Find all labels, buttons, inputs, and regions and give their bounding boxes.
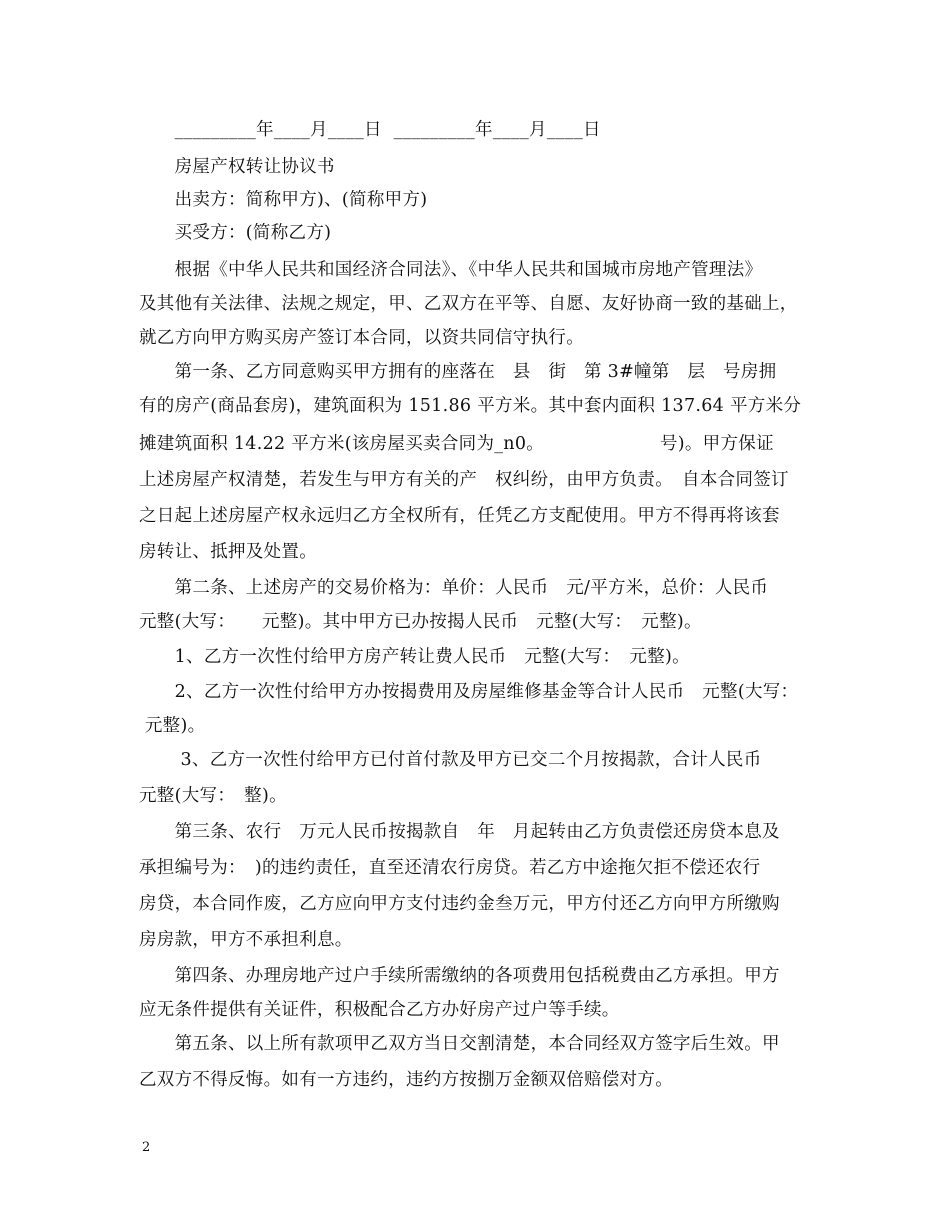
article-3-line: 房贷，本合同作废，乙方应向甲方支付违约金叁万元，甲方付还乙方向甲方所缴购: [139, 894, 780, 914]
date-line: _________年____月____日 _________年____月____日: [139, 120, 601, 140]
article-1-line: 摊建筑面积 14.22 平方米(该房屋买卖合同为_n0。 号)。甲方保证: [139, 434, 774, 454]
document-title: 房屋产权转让协议书: [139, 157, 335, 177]
article-2-item-3: 3、乙方一次性付给甲方已付首付款及甲方已交二个月按揭款，合计人民币: [139, 750, 762, 770]
article-2-line: 第二条、上述房产的交易价格为：单价：人民币 元/平方米，总价：人民币: [139, 578, 769, 598]
article-2-line: 元整(大写： 元整)。其中甲方已办按揭人民币 元整(大写： 元整)。: [139, 612, 702, 632]
preamble-line: 及其他有关法律、法规之规定，甲、乙双方在平等、自愿、友好协商一致的基础上，: [139, 294, 798, 314]
page-number: 2: [142, 1140, 151, 1155]
article-3-line: 房房款，甲方不承担利息。: [139, 930, 353, 950]
article-1-line: 之日起上述房屋产权永远归乙方全权所有，任凭乙方支配使用。甲方不得再将该套: [139, 506, 780, 526]
article-4-line: 应无条件提供有关证件，积极配合乙方办好房产过户等手续。: [139, 1000, 620, 1020]
article-5-line: 乙双方不得反悔。如有一方违约，违约方按捌万金额双倍赔偿对方。: [139, 1070, 673, 1090]
preamble-line: 就乙方向甲方购买房产签订本合同，以资共同信守执行。: [139, 328, 584, 348]
article-3-line: 承担编号为： )的违约责任，直至还清农行房贷。若乙方中途拖欠拒不偿还农行: [139, 858, 761, 878]
article-5-line: 第五条、以上所有款项甲乙双方当日交割清楚，本合同经双方签字后生效。甲: [139, 1034, 780, 1054]
article-1-line: 房转让、抵押及处置。: [139, 542, 317, 562]
article-3-line: 第三条、农行 万元人民币按揭款自 年 月起转由乙方负责偿还房贷本息及: [139, 822, 780, 842]
buyer-line: 买受方：(简称乙方): [139, 223, 332, 243]
article-1-line: 第一条、乙方同意购买甲方拥有的座落在 县 街 第 3#幢第 层 号房拥: [139, 362, 777, 382]
article-2-item-3: 元整(大写： 整)。: [139, 786, 287, 806]
article-1-line: 上述房屋产权清楚，若发生与甲方有关的产 权纠纷，由甲方负责。 自本合同签订: [139, 470, 789, 490]
article-2-item-1: 1、乙方一次性付给甲方房产转让费人民币 元整(大写： 元整)。: [139, 647, 690, 667]
article-2-item-2: 2、乙方一次性付给甲方办按揭费用及房屋维修基金等合计人民币 元整(大写：: [139, 682, 799, 702]
article-4-line: 第四条、办理房地产过户手续所需缴纳的各项费用包括税费由乙方承担。甲方: [139, 966, 780, 986]
seller-line: 出卖方：简称甲方)、(简称甲方): [139, 190, 428, 210]
article-1-line: 有的房产(商品套房)，建筑面积为 151.86 平方米。其中套内面积 137.64 平方米分: [139, 396, 802, 416]
preamble-line: 根据《中华人民共和国经济合同法》、《中华人民共和国城市房地产管理法》: [139, 260, 763, 280]
article-2-item-2: 元整)。: [139, 716, 206, 736]
